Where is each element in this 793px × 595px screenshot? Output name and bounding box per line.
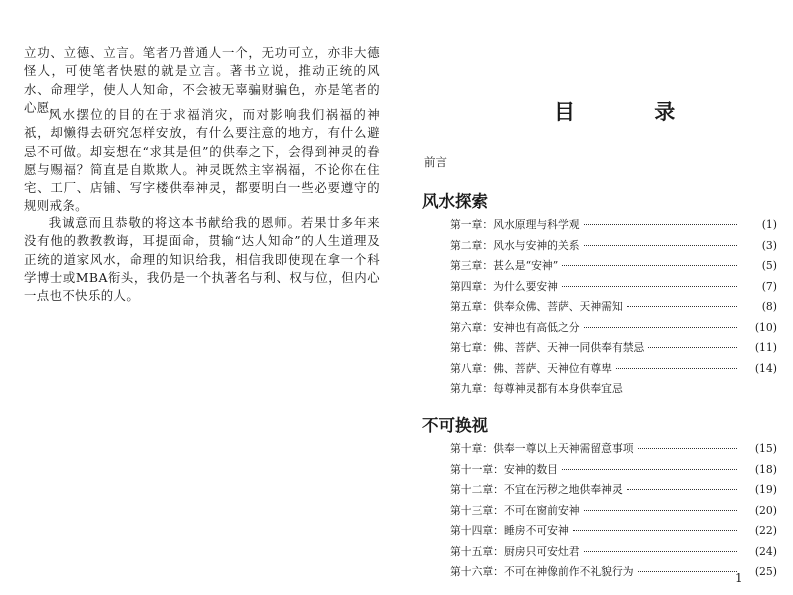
toc-entry-label: 第九章：每尊神灵都有本身供奉宜忌 — [450, 382, 623, 395]
toc-entry-label: 第一章：风水原理与科学观 — [450, 218, 580, 231]
page-number: 1 — [735, 571, 743, 585]
paragraph-3 — [24, 214, 380, 305]
toc-entry — [450, 381, 777, 402]
toc-entry — [450, 544, 777, 565]
toc-leader-dots — [627, 306, 737, 307]
toc-entry-label: 第十六章：不可在神像前作不礼貌行为 — [450, 565, 634, 578]
toc-leader-dots — [584, 551, 737, 552]
section-title-2: 不可换视 — [422, 416, 488, 435]
toc-leader-dots — [584, 327, 737, 328]
toc-leader-dots — [627, 489, 737, 490]
toc-entry-label: 第三章：甚么是“安神” — [450, 259, 559, 272]
toc-entry-label: 第五章：供奉众佛、菩萨、天神需知 — [450, 300, 623, 313]
section-title-1: 风水探索 — [422, 192, 488, 211]
toc-entry — [450, 441, 777, 462]
toc-leader-dots — [616, 368, 737, 369]
toc-entry-label: 第十二章：不宜在污秽之地供奉神灵 — [450, 483, 623, 496]
toc-entry — [450, 299, 777, 320]
paragraph-2 — [24, 106, 380, 216]
toc-entry-label: 第八章：佛、菩萨、天神位有尊卑 — [450, 361, 612, 375]
toc-entry — [450, 482, 777, 503]
toc-entry — [450, 320, 777, 341]
toc-leader-dots — [638, 571, 737, 572]
toc-entry — [450, 523, 777, 544]
toc-entry-page: (10) — [754, 320, 777, 334]
toc-entry — [450, 503, 777, 524]
toc-entry-page: (25) — [754, 565, 777, 578]
toc-entry-page: (5) — [761, 259, 777, 272]
toc-leader-dots — [638, 448, 737, 449]
toc-entry-page: (22) — [754, 524, 777, 537]
toc-entry-page: (1) — [761, 218, 777, 231]
toc-leader-dots — [584, 510, 737, 511]
toc-leader-dots — [573, 530, 737, 531]
toc-entry-label: 第七章：佛、菩萨、天神一同供奉有禁忌 — [450, 341, 645, 354]
toc-entry-label: 第二章：风水与安神的关系 — [450, 238, 580, 252]
toc-leader-dots — [648, 347, 737, 348]
toc-entry — [450, 238, 777, 259]
toc-entry-label: 第四章：为什么要安神 — [450, 279, 558, 293]
toc-leader-dots — [562, 469, 737, 470]
toc-entry-label: 第十四章：睡房不可安神 — [450, 524, 569, 537]
toc-entry — [450, 279, 777, 300]
toc-leader-dots — [584, 224, 737, 225]
toc-entry-label: 第六章：安神也有高低之分 — [450, 320, 580, 334]
toc-entry-label: 第十三章：不可在窗前安神 — [450, 503, 580, 517]
toc-list-section-2 — [450, 441, 777, 585]
toc-entry-page: (18) — [754, 462, 777, 476]
toc-entry-page: (3) — [761, 238, 777, 252]
toc-entry-page: (7) — [761, 279, 777, 293]
paragraph-text: 我诚意而且恭敬的将这本书献给我的恩师。若果廿多年来没有他的教教教诲，耳提面命，贯输“达人知命”的人生道理及正统的道家风水，命理的知识给我，相信我即使现在拿一个科学博士或MBA衔头，我仍是一个执著名与利、权与位，但内心一点也不快乐的人。 — [24, 215, 380, 304]
toc-entry-page: (24) — [754, 544, 777, 558]
paragraph-text: 立功、立德、立言。笔者乃普通人一个，无功可立，亦非大德怪人，可使笔者快慰的就是立言。著书立说，推动正统的风水、命理学，使人人知命，不会被无辜骗财骗色，亦是笔者的心愿。 — [24, 45, 380, 115]
toc-leader-dots — [584, 245, 737, 246]
toc-leader-dots — [562, 286, 737, 287]
toc-entry-page: (8) — [761, 300, 777, 313]
toc-entry-label: 第十五章：厨房只可安灶君 — [450, 544, 580, 558]
toc-title: 目 录 — [554, 100, 712, 124]
toc-entry-page: (19) — [754, 483, 777, 496]
toc-entry-label: 第十章：供奉一尊以上天神需留意事项 — [450, 442, 634, 455]
toc-entry-page: (15) — [754, 442, 777, 455]
toc-entry — [450, 462, 777, 483]
left-page — [0, 0, 396, 595]
toc-entry — [450, 361, 777, 382]
toc-entry-page: (14) — [754, 361, 777, 375]
toc-preface: 前言 — [424, 155, 447, 169]
paragraph-text: 风水摆位的目的在于求福消灾，而对影响我们祸福的神祇，却懒得去研究怎样安放，有什么要注意的地方，有什么避忌不可做。却妄想在“求其是但”的供奉之下，会得到神灵的眷愿与赐福？简直是自欺欺人。神灵既然主宰祸福，不论你在住宅、工厂、店铺、写字楼供奉神灵，都要明白一些必要遵守的规则戒条。 — [24, 107, 380, 214]
toc-list-section-1 — [450, 217, 777, 402]
toc-entry-page: (11) — [754, 341, 777, 354]
toc-entry — [450, 564, 777, 585]
right-page — [396, 0, 793, 595]
toc-entry — [450, 258, 777, 279]
toc-entry — [450, 217, 777, 238]
toc-entry-page: (20) — [754, 503, 777, 517]
toc-entry — [450, 340, 777, 361]
toc-entry-label: 第十一章：安神的数目 — [450, 462, 558, 476]
toc-leader-dots — [562, 265, 737, 266]
